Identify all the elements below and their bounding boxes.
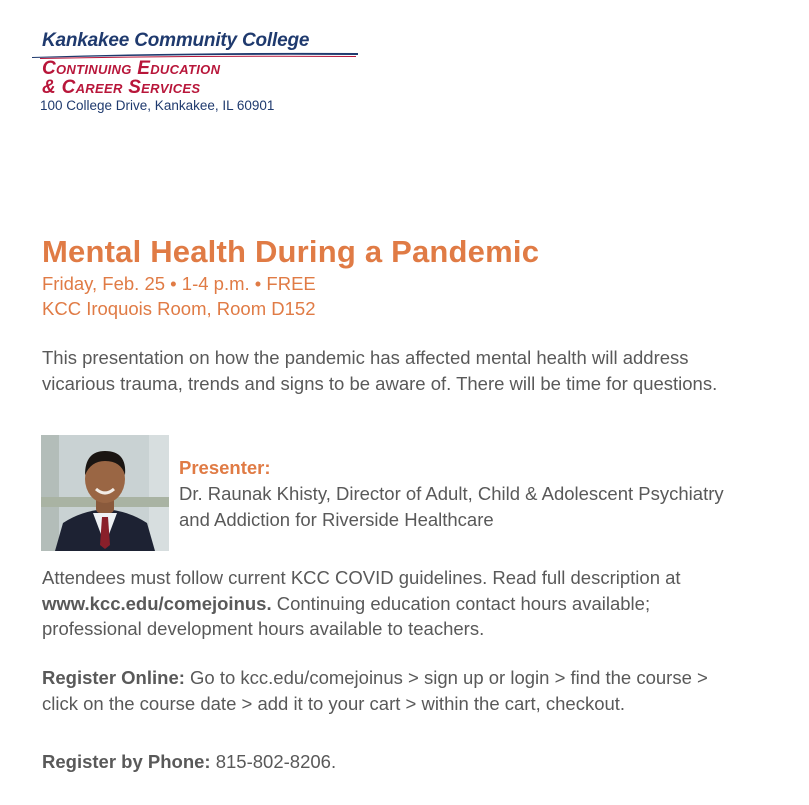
- event-date-time: Friday, Feb. 25 • 1-4 p.m. • FREE: [42, 273, 316, 294]
- register-phone-label: Register by Phone:: [42, 751, 211, 772]
- register-phone-number: 815-802-8206.: [210, 751, 337, 772]
- kcc-logo: [30, 30, 360, 114]
- presenter-details: Dr. Raunak Khisty, Director of Adult, Child & Adolescent Psychiatry and Addiction for Riverside Healthcare: [179, 483, 724, 530]
- covid-notice-text: Attendees must follow current KCC COVID guidelines. Read full description at: [42, 567, 681, 588]
- presenter-portrait-icon: [41, 435, 169, 551]
- college-address: 100 College Drive, Kankakee, IL 60901: [40, 98, 275, 113]
- register-online: [42, 665, 742, 716]
- presenter-label: Presenter:: [179, 457, 271, 478]
- presenter-photo: [41, 435, 169, 551]
- college-name: Kankakee Community College: [42, 30, 310, 51]
- register-phone: [42, 749, 742, 775]
- register-online-label: Register Online:: [42, 667, 185, 688]
- covid-notice: [42, 565, 742, 642]
- register-online-steps: Go to kcc.edu/comejoinus > sign up or login > find the course > click on the course date > add it to your cart > within the cart, checkout.: [42, 667, 708, 714]
- event-description: This presentation on how the pandemic has affected mental health will address vicarious trauma, trends and signs to be aware of. There will be time for questions.: [42, 347, 718, 394]
- department-line-1: Continuing Education: [42, 58, 221, 79]
- covid-notice-hours: Continuing education contact hours available; professional development hours available to teachers.: [42, 592, 651, 639]
- comejoinus-link[interactable]: www.kcc.edu/comejoinus.: [42, 592, 272, 614]
- event-title: Mental Health During a Pandemic: [42, 234, 540, 269]
- event-location: KCC Iroquois Room, Room D152: [42, 298, 316, 319]
- department-line-2: & Career Services: [42, 77, 201, 98]
